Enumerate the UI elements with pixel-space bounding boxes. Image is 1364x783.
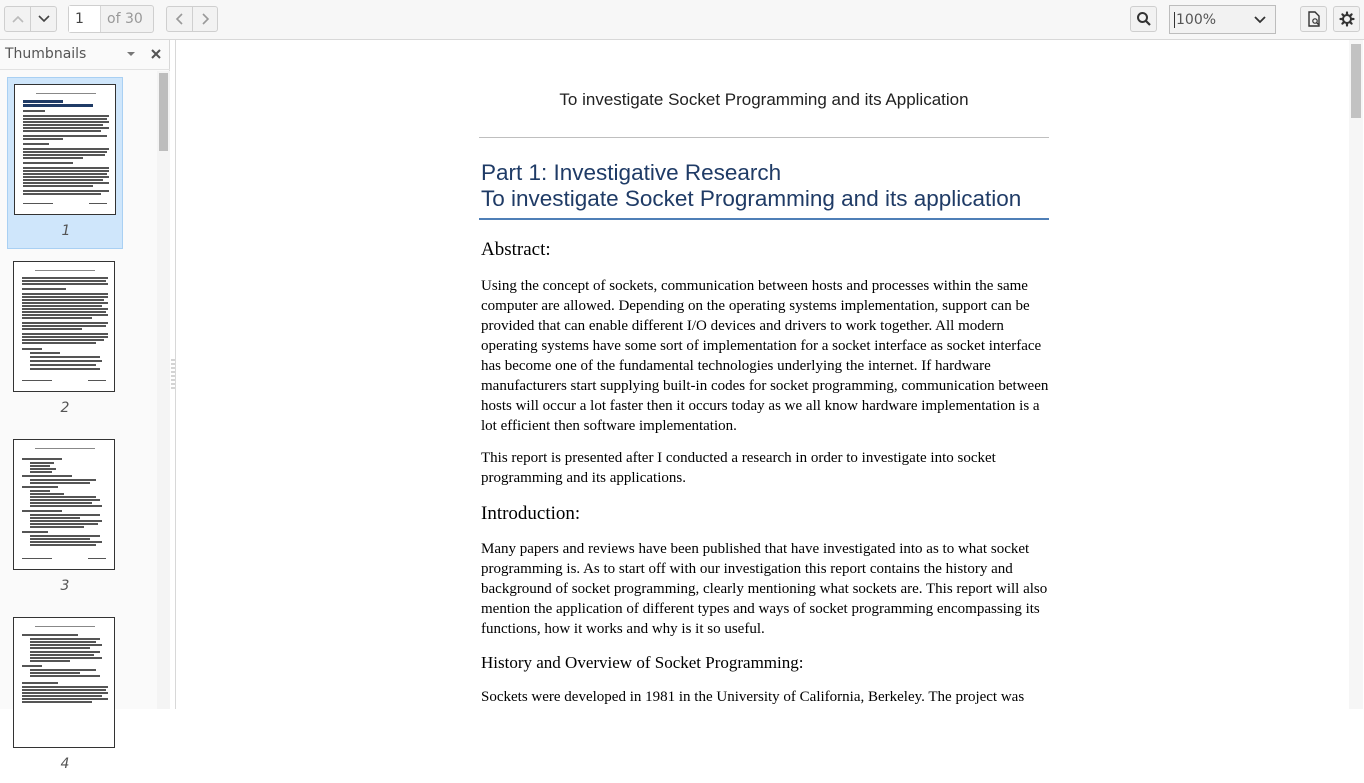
document-properties-button[interactable]: [1300, 6, 1327, 32]
part-title-line-1: Part 1: Investigative Research: [481, 160, 782, 185]
search-icon: [1136, 11, 1152, 27]
thumbnail-list: [0, 71, 157, 772]
title-underline: [479, 218, 1049, 220]
search-button[interactable]: [1130, 6, 1157, 32]
sidebar-scrollbar-thumb[interactable]: [159, 73, 168, 151]
abstract-heading: Abstract:: [481, 239, 551, 260]
current-page-input[interactable]: 1: [69, 6, 101, 32]
close-icon[interactable]: [150, 48, 162, 60]
thumbnail-page-2[interactable]: [7, 255, 123, 427]
zoom-value: 100%: [1176, 11, 1217, 28]
part-title-line-2: To investigate Socket Programming and its application: [481, 186, 1022, 211]
chevron-down-icon: [1253, 15, 1267, 25]
thumbnail-image: [13, 617, 115, 748]
page-total-label: of 30: [107, 11, 143, 27]
next-page-button[interactable]: [30, 6, 57, 32]
chevron-right-icon: [200, 12, 210, 26]
thumbnail-image: [14, 84, 116, 215]
back-button[interactable]: [166, 6, 193, 32]
thumbnail-page-1[interactable]: [7, 77, 123, 249]
toolbar: [0, 0, 1364, 40]
abstract-paragraph-2: This report is presented after I conducted a research in order to investigate into socket programming and its applications.: [481, 450, 996, 486]
abstract-paragraph-1: Using the concept of sockets, communication between hosts and processes within the same computer are allowed. Depending on the operating systems implementation, support can be provided that can enable different I/O devices and drivers to work together. All modern operating systems have some sort of implementation for a socket interface as socket interface has become one of the fundamental technologies underlying the internet. If hardware manufacturers start supplying built-in codes for socket programming, communication between hosts will occur a lot faster then it occurs today as we all know hardware implementation is a lot efficient then software implementation.: [481, 278, 1049, 434]
introduction-paragraph: Many papers and reviews have been published that have investigated into as to what socket programming is. As to start off with our investigation this report contains the history and background of socket programming, clearly mentioning what sockets are. This report will also mention the application of different types and ways of socket programming encompassing its functions, how it works and why is it so useful.: [481, 541, 1048, 637]
thumbnail-sidebar: [0, 40, 170, 772]
document-icon: [1307, 11, 1321, 27]
settings-button[interactable]: [1333, 6, 1360, 32]
page-number-field[interactable]: [68, 5, 154, 33]
history-paragraph: Sockets were developed in 1981 in the University of California, Berkeley. The project was: [481, 689, 1025, 705]
viewer-scrollbar[interactable]: [1349, 40, 1363, 709]
introduction-heading: Introduction:: [481, 503, 581, 524]
sidebar-menu-dropdown-icon[interactable]: [126, 48, 136, 58]
history-heading: History and Overview of Socket Programming:: [481, 653, 804, 672]
forward-button[interactable]: [192, 6, 218, 32]
thumbnail-image: [13, 439, 115, 570]
chevron-down-icon: [37, 14, 51, 24]
gear-icon: [1339, 11, 1355, 27]
running-header: To investigate Socket Programming and its Application: [559, 90, 969, 109]
thumbnail-label: 4: [60, 756, 70, 772]
sidebar-title: Thumbnails: [5, 46, 87, 62]
sidebar-scrollbar[interactable]: [157, 71, 170, 709]
chevron-left-icon: [175, 12, 185, 26]
thumbnail-page-3[interactable]: [7, 433, 123, 605]
thumbnail-label: 1: [61, 223, 71, 239]
sidebar-header: [0, 40, 170, 70]
previous-page-button[interactable]: [4, 6, 31, 32]
thumbnail-label: 2: [60, 400, 70, 416]
document-viewer[interactable]: [175, 40, 1364, 709]
thumbnail-page-4[interactable]: [7, 611, 123, 783]
viewer-scrollbar-thumb[interactable]: [1351, 44, 1361, 118]
header-divider: [479, 137, 1049, 138]
part-title: [481, 160, 1049, 212]
chevron-up-icon: [11, 14, 25, 24]
thumbnail-label: 3: [60, 578, 70, 594]
thumbnail-image: [13, 261, 115, 392]
zoom-select[interactable]: [1169, 5, 1276, 34]
